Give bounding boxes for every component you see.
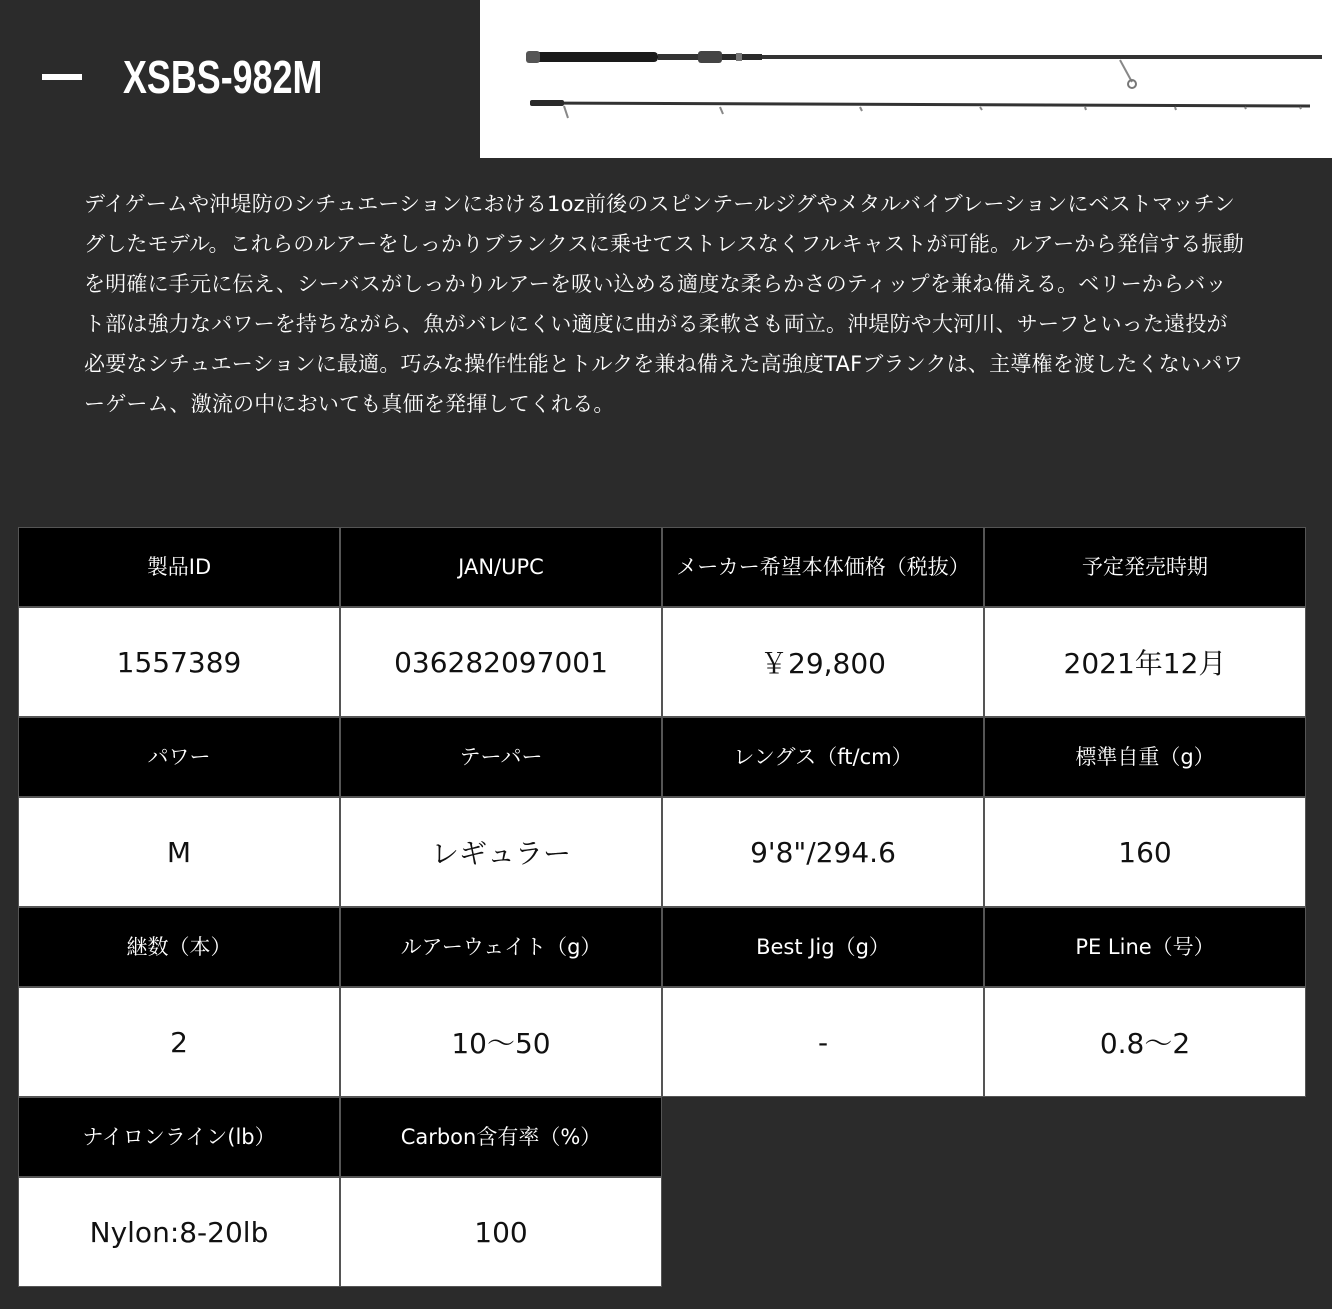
spec-value-nylon-line: Nylon:8-20lb (18, 1177, 340, 1287)
spec-header-best-jig: Best Jig（g） (662, 907, 984, 987)
spec-value-release: 2021年12月 (984, 607, 1306, 717)
title-dash (42, 74, 82, 80)
spec-header-pe-line: PE Line（号） (984, 907, 1306, 987)
fishing-rod-illustration (480, 0, 1332, 158)
spec-header-row (18, 527, 1306, 607)
spec-header-taper: テーパー (340, 717, 662, 797)
spec-value-best-jig: - (662, 987, 984, 1097)
spec-header-row (18, 717, 1306, 797)
spec-empty-cell (662, 1177, 984, 1287)
spec-value-product-id: 1557389 (18, 607, 340, 717)
spec-header-power: パワー (18, 717, 340, 797)
spec-header-nylon-line: ナイロンライン(lb） (18, 1097, 340, 1177)
spec-value-row (18, 987, 1306, 1097)
spec-value-row (18, 607, 1306, 717)
spec-value-carbon: 100 (340, 1177, 662, 1287)
spec-value-row (18, 797, 1306, 907)
spec-header-release: 予定発売時期 (984, 527, 1306, 607)
spec-value-row (18, 1177, 1306, 1287)
spec-value-lure-weight: 10〜50 (340, 987, 662, 1097)
spec-value-pieces: 2 (18, 987, 340, 1097)
spec-value-power: M (18, 797, 340, 907)
spec-header-pieces: 継数（本） (18, 907, 340, 987)
spec-header-price: メーカー希望本体価格（税抜） (662, 527, 984, 607)
spec-header-row (18, 1097, 1306, 1177)
spec-header-weight: 標準自重（g） (984, 717, 1306, 797)
spec-value-pe-line: 0.8〜2 (984, 987, 1306, 1097)
spec-header-product-id: 製品ID (18, 527, 340, 607)
spec-value-price: ￥29,800 (662, 607, 984, 717)
spec-empty-cell (984, 1097, 1306, 1177)
spec-header-length: レングス（ft/cm） (662, 717, 984, 797)
spec-header-carbon: Carbon含有率（%） (340, 1097, 662, 1177)
spec-value-jan-upc: 036282097001 (340, 607, 662, 717)
product-description: デイゲームや沖堤防のシチュエーションにおける1oz前後のスピンテールジグやメタルバイブレーションにベストマッチングしたモデル。これらのルアーをしっかりブランクスに乗せてストレスなくフルキャストが可能。ルアーから発信する振動を明確に手元に伝え、シーバスがしっかりルアーを吸い込める適度な柔らかさのティップを兼ね備える。ベリーからバット部は強力なパワーを持ちながら、魚がバレにくい適度に曲がる柔軟さも両立。沖堤防や大河川、サーフといった遠投が必要なシチュエーションに最適。巧みな操作性能とトルクを兼ね備えた高強度TAFブランクは、主導権を渡したくないパワーゲーム、激流の中においても真価を発揮してくれる。 (84, 192, 1244, 416)
product-title: XSBS-982M (123, 51, 323, 103)
spec-table (18, 527, 1306, 1287)
spec-value-weight: 160 (984, 797, 1306, 907)
spec-value-taper: レギュラー (340, 797, 662, 907)
fishing-rod-image (480, 0, 1332, 158)
spec-empty-cell (984, 1177, 1306, 1287)
spec-header-lure-weight: ルアーウェイト（g） (340, 907, 662, 987)
spec-value-length: 9'8"/294.6 (662, 797, 984, 907)
spec-header-jan-upc: JAN/UPC (340, 527, 662, 607)
spec-header-row (18, 907, 1306, 987)
spec-empty-cell (662, 1097, 984, 1177)
product-header (42, 50, 379, 104)
